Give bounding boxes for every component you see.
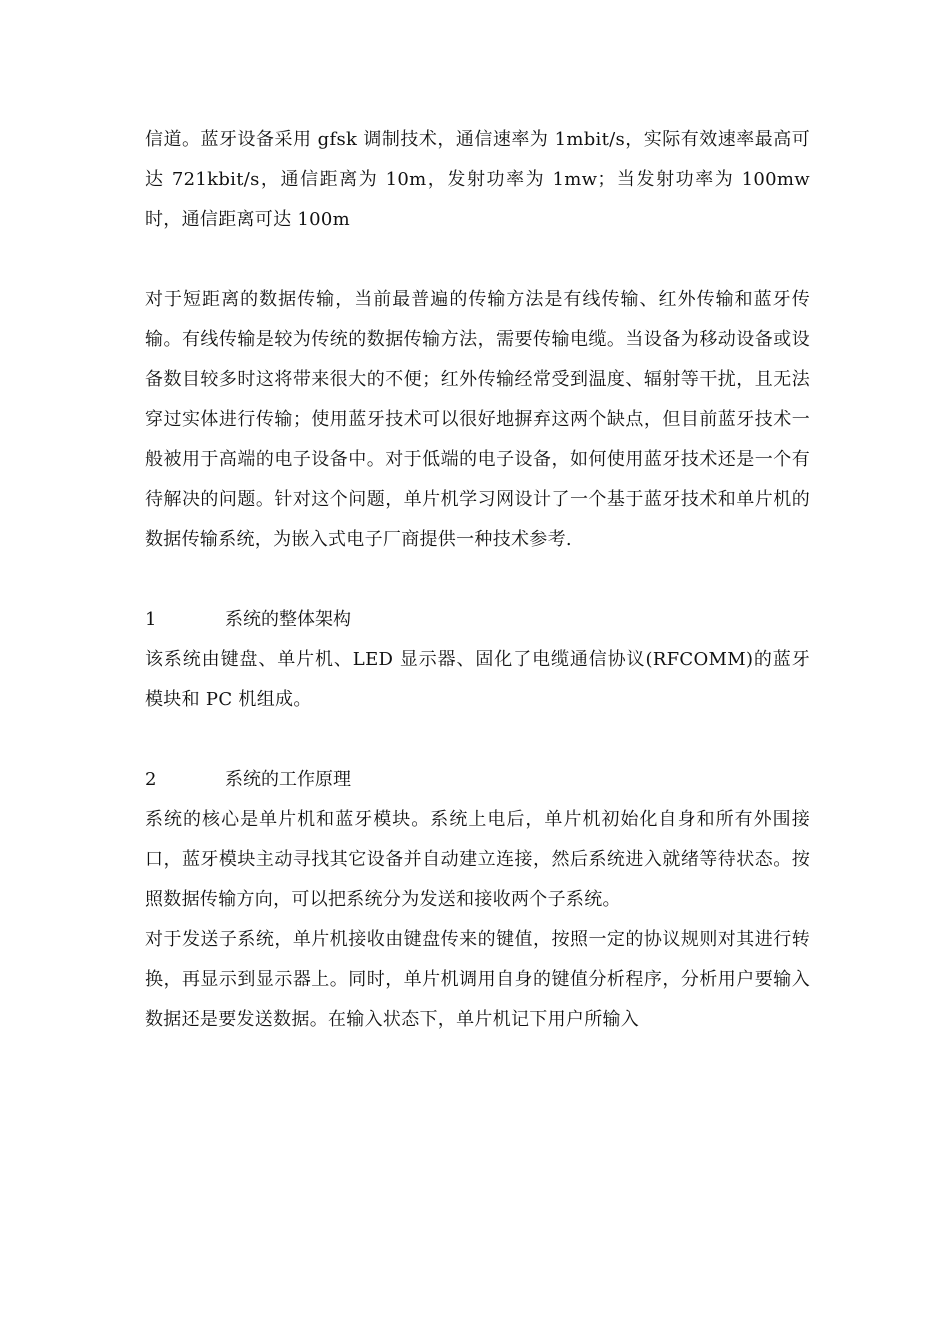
section-2-body-1: 系统的核心是单片机和蓝牙模块。系统上电后，单片机初始化自身和所有外围接口，蓝牙模块主动寻找其它设备并自动建立连接，然后系统进入就绪等待状态。按照数据传输方向，可以把系统分为发送和接收两个子系统。 (145, 809, 810, 910)
section-1-heading (145, 600, 810, 640)
section-2-heading (145, 760, 810, 800)
section-1-body: 该系统由键盘、单片机、LED 显示器、固化了电缆通信协议(RFCOMM)的蓝牙模块和 PC 机组成。 (145, 649, 810, 710)
section-2-number: 2 (145, 769, 157, 790)
section-2-body-2: 对于发送子系统，单片机接收由键盘传来的键值，按照一定的协议规则对其进行转换，再显示到显示器上。同时，单片机调用自身的键值分析程序，分析用户要输入数据还是要发送数据。在输入状态下，单片机记下用户所输入 (145, 929, 810, 1030)
section-2-title: 系统的工作原理 (225, 769, 351, 790)
paragraph-gap (145, 720, 810, 760)
paragraph-gap (145, 560, 810, 600)
section-1-title: 系统的整体架构 (225, 609, 351, 630)
paragraph-bluetooth-specs: 信道。蓝牙设备采用 gfsk 调制技术，通信速率为 1mbit/s，实际有效速率最高可达 721kbit/s，通信距离为 10m，发射功率为 1mw；当发射功率为 100mw时，通信距离可达 100m (145, 129, 810, 230)
document-page (145, 120, 810, 1040)
section-1-number: 1 (145, 609, 157, 630)
paragraph-gap (145, 240, 810, 280)
paragraph-transmission-methods: 对于短距离的数据传输，当前最普遍的传输方法是有线传输、红外传输和蓝牙传输。有线传输是较为传统的数据传输方法，需要传输电缆。当设备为移动设备或设备数目较多时这将带来很大的不便；红外传输经常受到温度、辐射等干扰，且无法穿过实体进行传输；使用蓝牙技术可以很好地摒弃这两个缺点，但目前蓝牙技术一般被用于高端的电子设备中。对于低端的电子设备，如何使用蓝牙技术还是一个有待解决的问题。针对这个问题，单片机学习网设计了一个基于蓝牙技术和单片机的数据传输系统，为嵌入式电子厂商提供一种技术参考. (145, 289, 810, 550)
